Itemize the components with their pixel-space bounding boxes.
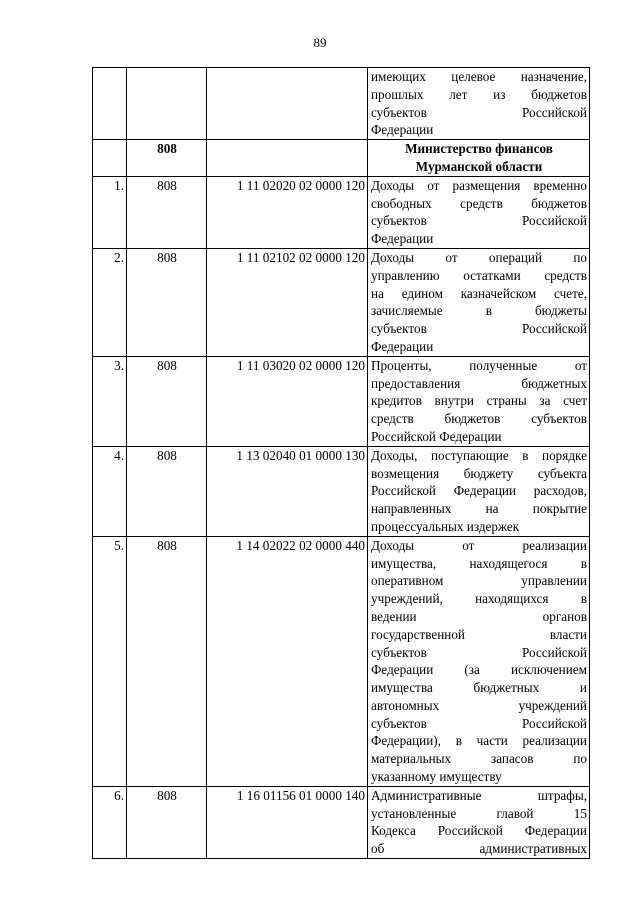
- name-line: установленные главой 15: [371, 805, 587, 821]
- name-line: процессуальных издержек: [371, 518, 520, 534]
- name-line: предоставления бюджетных: [371, 375, 587, 391]
- name-line: кредитов внутри страны за счет: [371, 393, 587, 409]
- table-row: [93, 786, 590, 858]
- name-line: субъектов Российской: [371, 104, 587, 120]
- revenue-name-cell: [368, 446, 590, 536]
- table-row: [93, 536, 590, 786]
- name-line: Кодекса Российской Федерации: [371, 823, 587, 839]
- admin-code-cell: 808: [127, 140, 207, 177]
- name-line: Проценты, полученные от: [371, 357, 587, 373]
- name-line: прошлых лет из бюджетов: [371, 86, 587, 102]
- name-line: Доходы от реализации: [371, 537, 587, 553]
- row-number-cell: [93, 68, 127, 140]
- admin-code-cell: 808: [127, 248, 207, 356]
- name-line: Федерации: [371, 231, 434, 247]
- name-line: управлению остатками средств: [371, 267, 587, 283]
- classification-code-cell: [207, 140, 368, 177]
- name-line: об административных: [371, 841, 587, 857]
- name-line: Федерации), в части реализации: [371, 733, 587, 749]
- page-number: 89: [313, 35, 327, 50]
- row-number-cell: 6.: [93, 786, 127, 858]
- name-line: направленных на покрытие: [371, 501, 587, 517]
- admin-code-cell: 808: [127, 786, 207, 858]
- name-line: государственной власти: [371, 626, 587, 642]
- name-line: Федерации: [371, 122, 434, 138]
- name-line: указанному имуществу: [371, 769, 502, 785]
- name-line: имущества, находящегося в: [371, 555, 587, 571]
- table-row-continuation: [93, 68, 590, 140]
- classification-code-cell: 1 13 02040 01 0000 130: [207, 446, 368, 536]
- admin-code-cell: 808: [127, 176, 207, 248]
- name-line: субъектов Российской: [371, 213, 587, 229]
- classification-code-cell: 1 14 02022 02 0000 440: [207, 536, 368, 786]
- name-line: возмещения бюджету субъекта: [371, 465, 587, 481]
- table-row: [93, 356, 590, 446]
- classification-code-cell: 1 16 01156 01 0000 140: [207, 786, 368, 858]
- row-number-cell: 5.: [93, 536, 127, 786]
- classification-code-cell: 1 11 02102 02 0000 120: [207, 248, 368, 356]
- row-number-cell: 4.: [93, 446, 127, 536]
- name-line: на едином казначейском счете,: [371, 285, 587, 301]
- row-number-cell: [93, 140, 127, 177]
- name-line: имеющих целевое назначение,: [371, 69, 587, 84]
- classification-code-cell: 1 11 02020 02 0000 120: [207, 176, 368, 248]
- classification-code-cell: 1 11 03020 02 0000 120: [207, 356, 368, 446]
- name-line: учреждений, находящихся в: [371, 591, 587, 607]
- classification-code-cell: [207, 68, 368, 140]
- admin-code-cell: [127, 68, 207, 140]
- table-row: [93, 176, 590, 248]
- name-line: субъектов Российской: [371, 644, 587, 660]
- revenue-name-cell: [368, 786, 590, 858]
- name-line: Российской Федерации: [371, 428, 502, 444]
- revenue-name-cell: [368, 68, 590, 140]
- ministry-name-line: Мурманской области: [415, 158, 543, 174]
- name-line: материальных запасов по: [371, 751, 587, 767]
- name-line: субъектов Российской: [371, 715, 587, 731]
- revenue-classification-table: [92, 67, 590, 859]
- table-row: [93, 446, 590, 536]
- name-line: субъектов Российской: [371, 321, 587, 337]
- revenue-name-cell: [368, 248, 590, 356]
- name-line: оперативном управлении: [371, 573, 587, 589]
- admin-code-cell: 808: [127, 536, 207, 786]
- row-number-cell: 2.: [93, 248, 127, 356]
- name-line: Доходы, поступающие в порядке: [371, 447, 587, 463]
- name-line: зачисляемые в бюджеты: [371, 303, 587, 319]
- name-line: Административные штрафы,: [371, 787, 587, 803]
- table-row: [93, 248, 590, 356]
- admin-code-cell: 808: [127, 356, 207, 446]
- admin-code-cell: 808: [127, 446, 207, 536]
- name-line: ведении органов: [371, 608, 587, 624]
- name-line: средств бюджетов субъектов: [371, 411, 587, 427]
- name-line: Доходы от операций по: [371, 249, 587, 265]
- ministry-name-line: Министерство финансов: [405, 141, 553, 157]
- revenue-name-cell: [368, 356, 590, 446]
- revenue-name-cell: [368, 176, 590, 248]
- row-number-cell: 3.: [93, 356, 127, 446]
- row-number-cell: 1.: [93, 176, 127, 248]
- name-line: Федерации: [371, 338, 434, 354]
- name-line: Доходы от размещения временно: [371, 177, 587, 193]
- name-line: свободных средств бюджетов: [371, 195, 587, 211]
- ministry-name-cell: [368, 140, 590, 177]
- name-line: автономных учреждений: [371, 697, 587, 713]
- name-line: имущества бюджетных и: [371, 680, 587, 696]
- name-line: Российской Федерации расходов,: [371, 483, 587, 499]
- table-row-ministry: [93, 140, 590, 177]
- name-line: Федерации (за исключением: [371, 662, 587, 678]
- revenue-name-cell: [368, 536, 590, 786]
